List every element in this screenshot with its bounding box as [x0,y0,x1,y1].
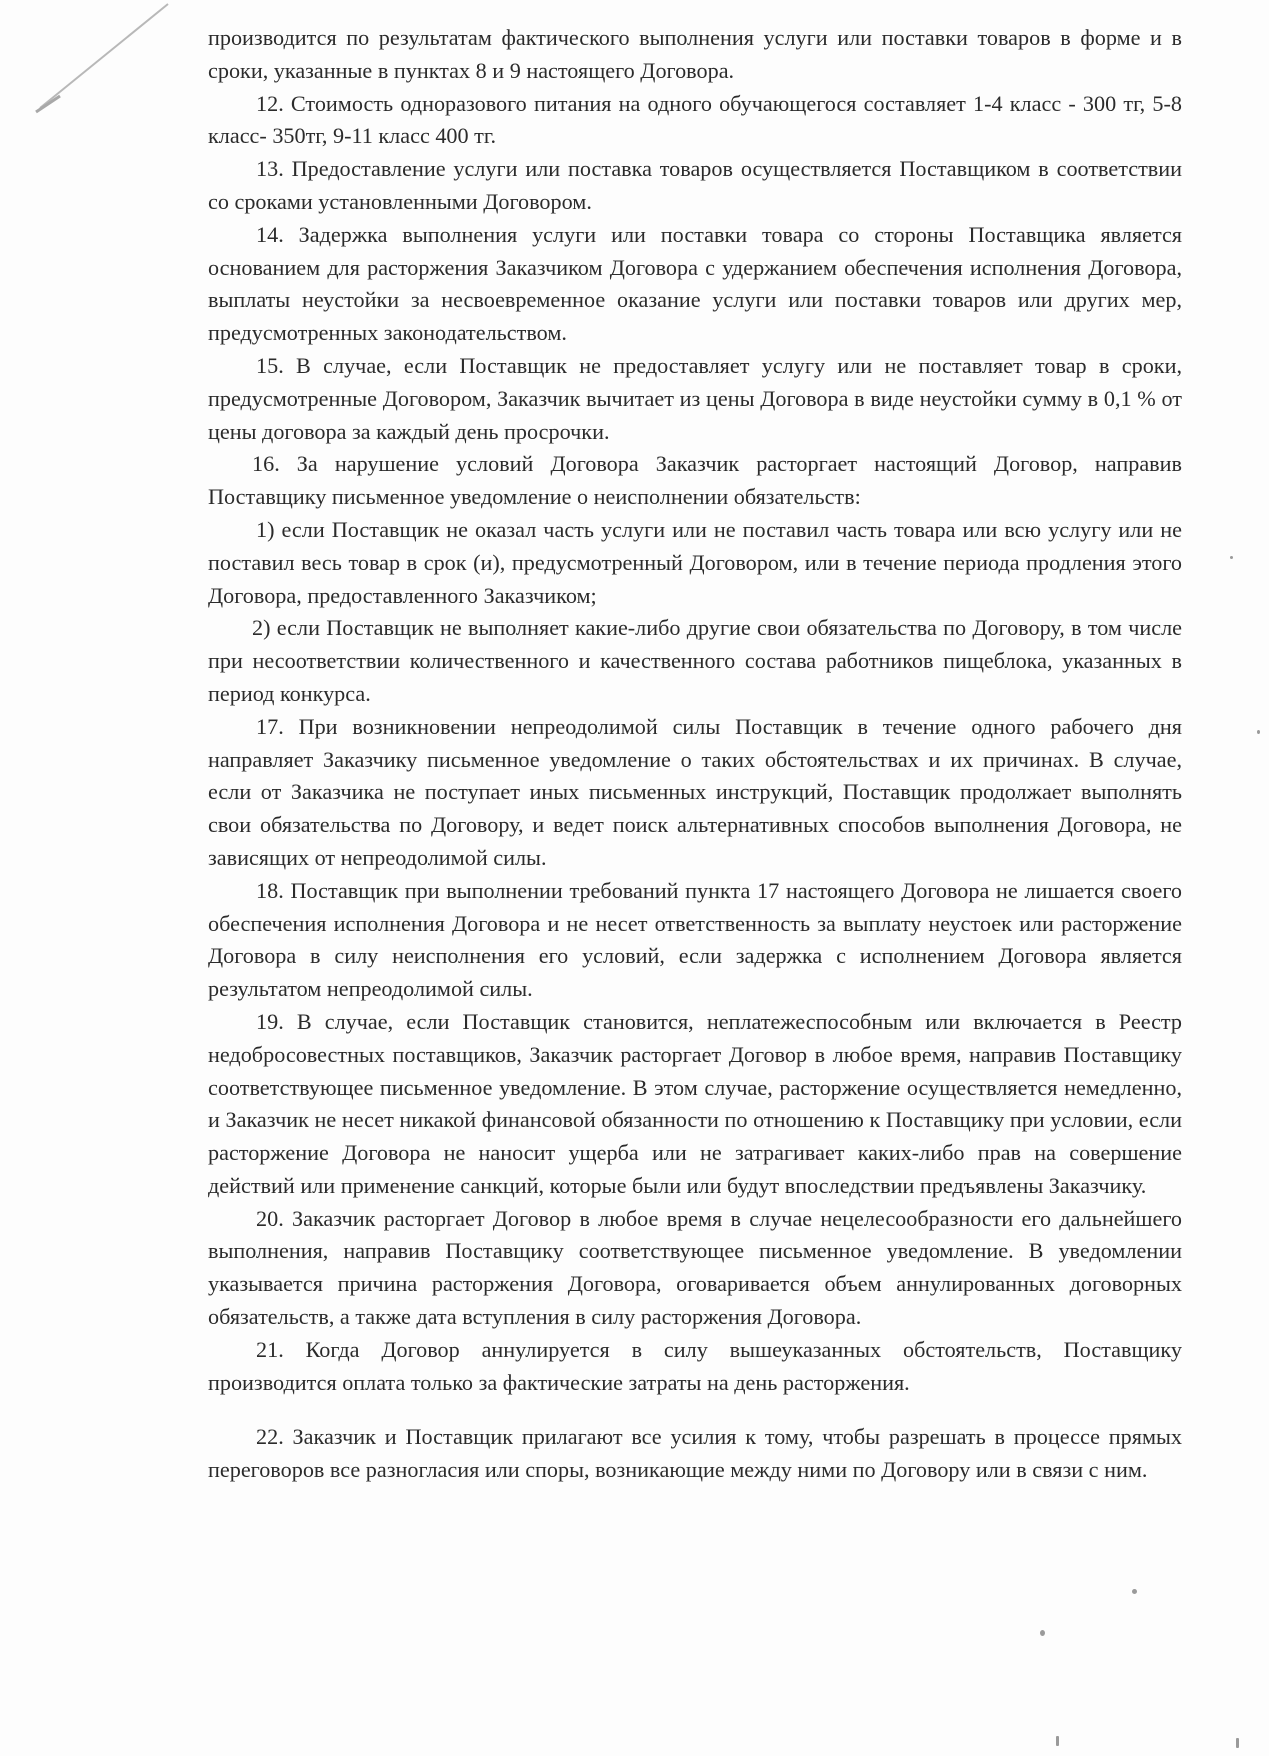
paragraph-15: 15. В случае, если Поставщик не предоставляет услугу или не поставляет товар в сроки, предусмотренные Договором, Заказчик вычитает из цены Договора в виде неустойки сумму в 0,1 % от цены договора за каждый день просрочки. [208,352,1182,444]
paragraph-14: 14. Задержка выполнения услуги или поставки товара со стороны Поставщика является основанием для расторжения Заказчиком Договора с удержанием обеспечения исполнения Договора, выплаты неустойки за несвоевременное оказание услуги или поставки товаров или других мер, предусмотренных законодательством. [208,221,1182,346]
paragraph-21: 21. Когда Договор аннулируется в силу вышеуказанных обстоятельств, Поставщику производится оплата только за фактические затраты на день расторжения. [208,1336,1182,1395]
paragraph-18: 18. Поставщик при выполнении требований пункта 17 настоящего Договора не лишается своего обеспечения исполнения Договора и не несет ответственность за выплату неустоек или расторжение Договора в силу неисполнения его условий, если задержка с исполнением Договора является результатом непреодолимой силы. [208,877,1182,1002]
contract-text [208,22,1182,1487]
scan-speck [1230,556,1233,559]
scan-speck [1056,1736,1059,1746]
scan-speck [1040,1630,1045,1636]
paragraph-16: 16. За нарушение условий Договора Заказчик расторгает настоящий Договор, направив Поставщику письменное уведомление о неисполнении обязательств: [208,451,1182,510]
folded-corner-mark [0,0,190,130]
scan-speck [1236,1738,1239,1748]
paragraph-20: 20. Заказчик расторгает Договор в любое время в случае нецелесообразности его дальнейшего выполнения, направив Поставщику соответствующее письменное уведомление. В уведомлении указывается причина расторжения Договора, оговаривается объем аннулированных договорных обязательств, а также дата вступления в силу расторжения Договора. [208,1205,1182,1330]
scan-speck [1257,730,1260,734]
paragraph-16-item-1: 1) если Поставщик не оказал часть услуги или не поставил часть товара или всю услугу или не поставил весь товар в срок (и), предусмотренный Договором, или в течение периода продления этого Договора, предоставленного Заказчиком; [208,516,1182,608]
paragraph-17: 17. При возникновении непреодолимой силы Поставщик в течение одного рабочего дня направляет Заказчику письменное уведомление о таких обстоятельствах и их причинах. В случае, если от Заказчика не поступает иных письменных инструкций, Поставщик продолжает выполнять свои обязательства по Договору, и ведет поиск альтернативных способов выполнения Договора, не зависящих от непреодолимой силы. [208,713,1182,870]
paragraph-12: 12. Стоимость одноразового питания на одного обучающегося составляет 1-4 класс - 300 тг, 5-8 класс- 350тг, 9-11 класс 400 тг. [208,90,1182,149]
paragraph-16-item-2: 2) если Поставщик не выполняет какие-либо другие свои обязательства по Договору, в том числе при несоответствии количественного и качественного состава работников пищеблока, указанных в период конкурса. [208,615,1182,706]
paragraph-22: 22. Заказчик и Поставщик прилагают все усилия к тому, чтобы разрешать в процессе прямых переговоров все разногласия или споры, возникающие между ними по Договору или в связи с ним. [208,1424,1182,1483]
scan-speck [1132,1589,1137,1594]
paragraph-19: 19. В случае, если Поставщик становится, неплатежеспособным или включается в Реестр недобросовестных поставщиков, Заказчик расторгает Договор в любое время, направив Поставщику соответствующее письменное уведомление. В этом случае, расторжение осуществляется немедленно, и Заказчик не несет никакой финансовой обязанности по отношению к Поставщику при условии, если расторжение Договора не наносит ущерба или не затрагивает каких-либо прав на совершение действий или применение санкций, которые были или будут впоследствии предъявлены Заказчику. [208,1008,1182,1198]
paragraph-continuation: производится по результатам фактического выполнения услуги или поставки товаров в форме и в сроки, указанные в пунктах 8 и 9 настоящего Договора. [208,25,1182,83]
paragraph-13: 13. Предоставление услуги или поставка товаров осуществляется Поставщиком в соответствии со сроками установленными Договором. [208,156,1182,214]
